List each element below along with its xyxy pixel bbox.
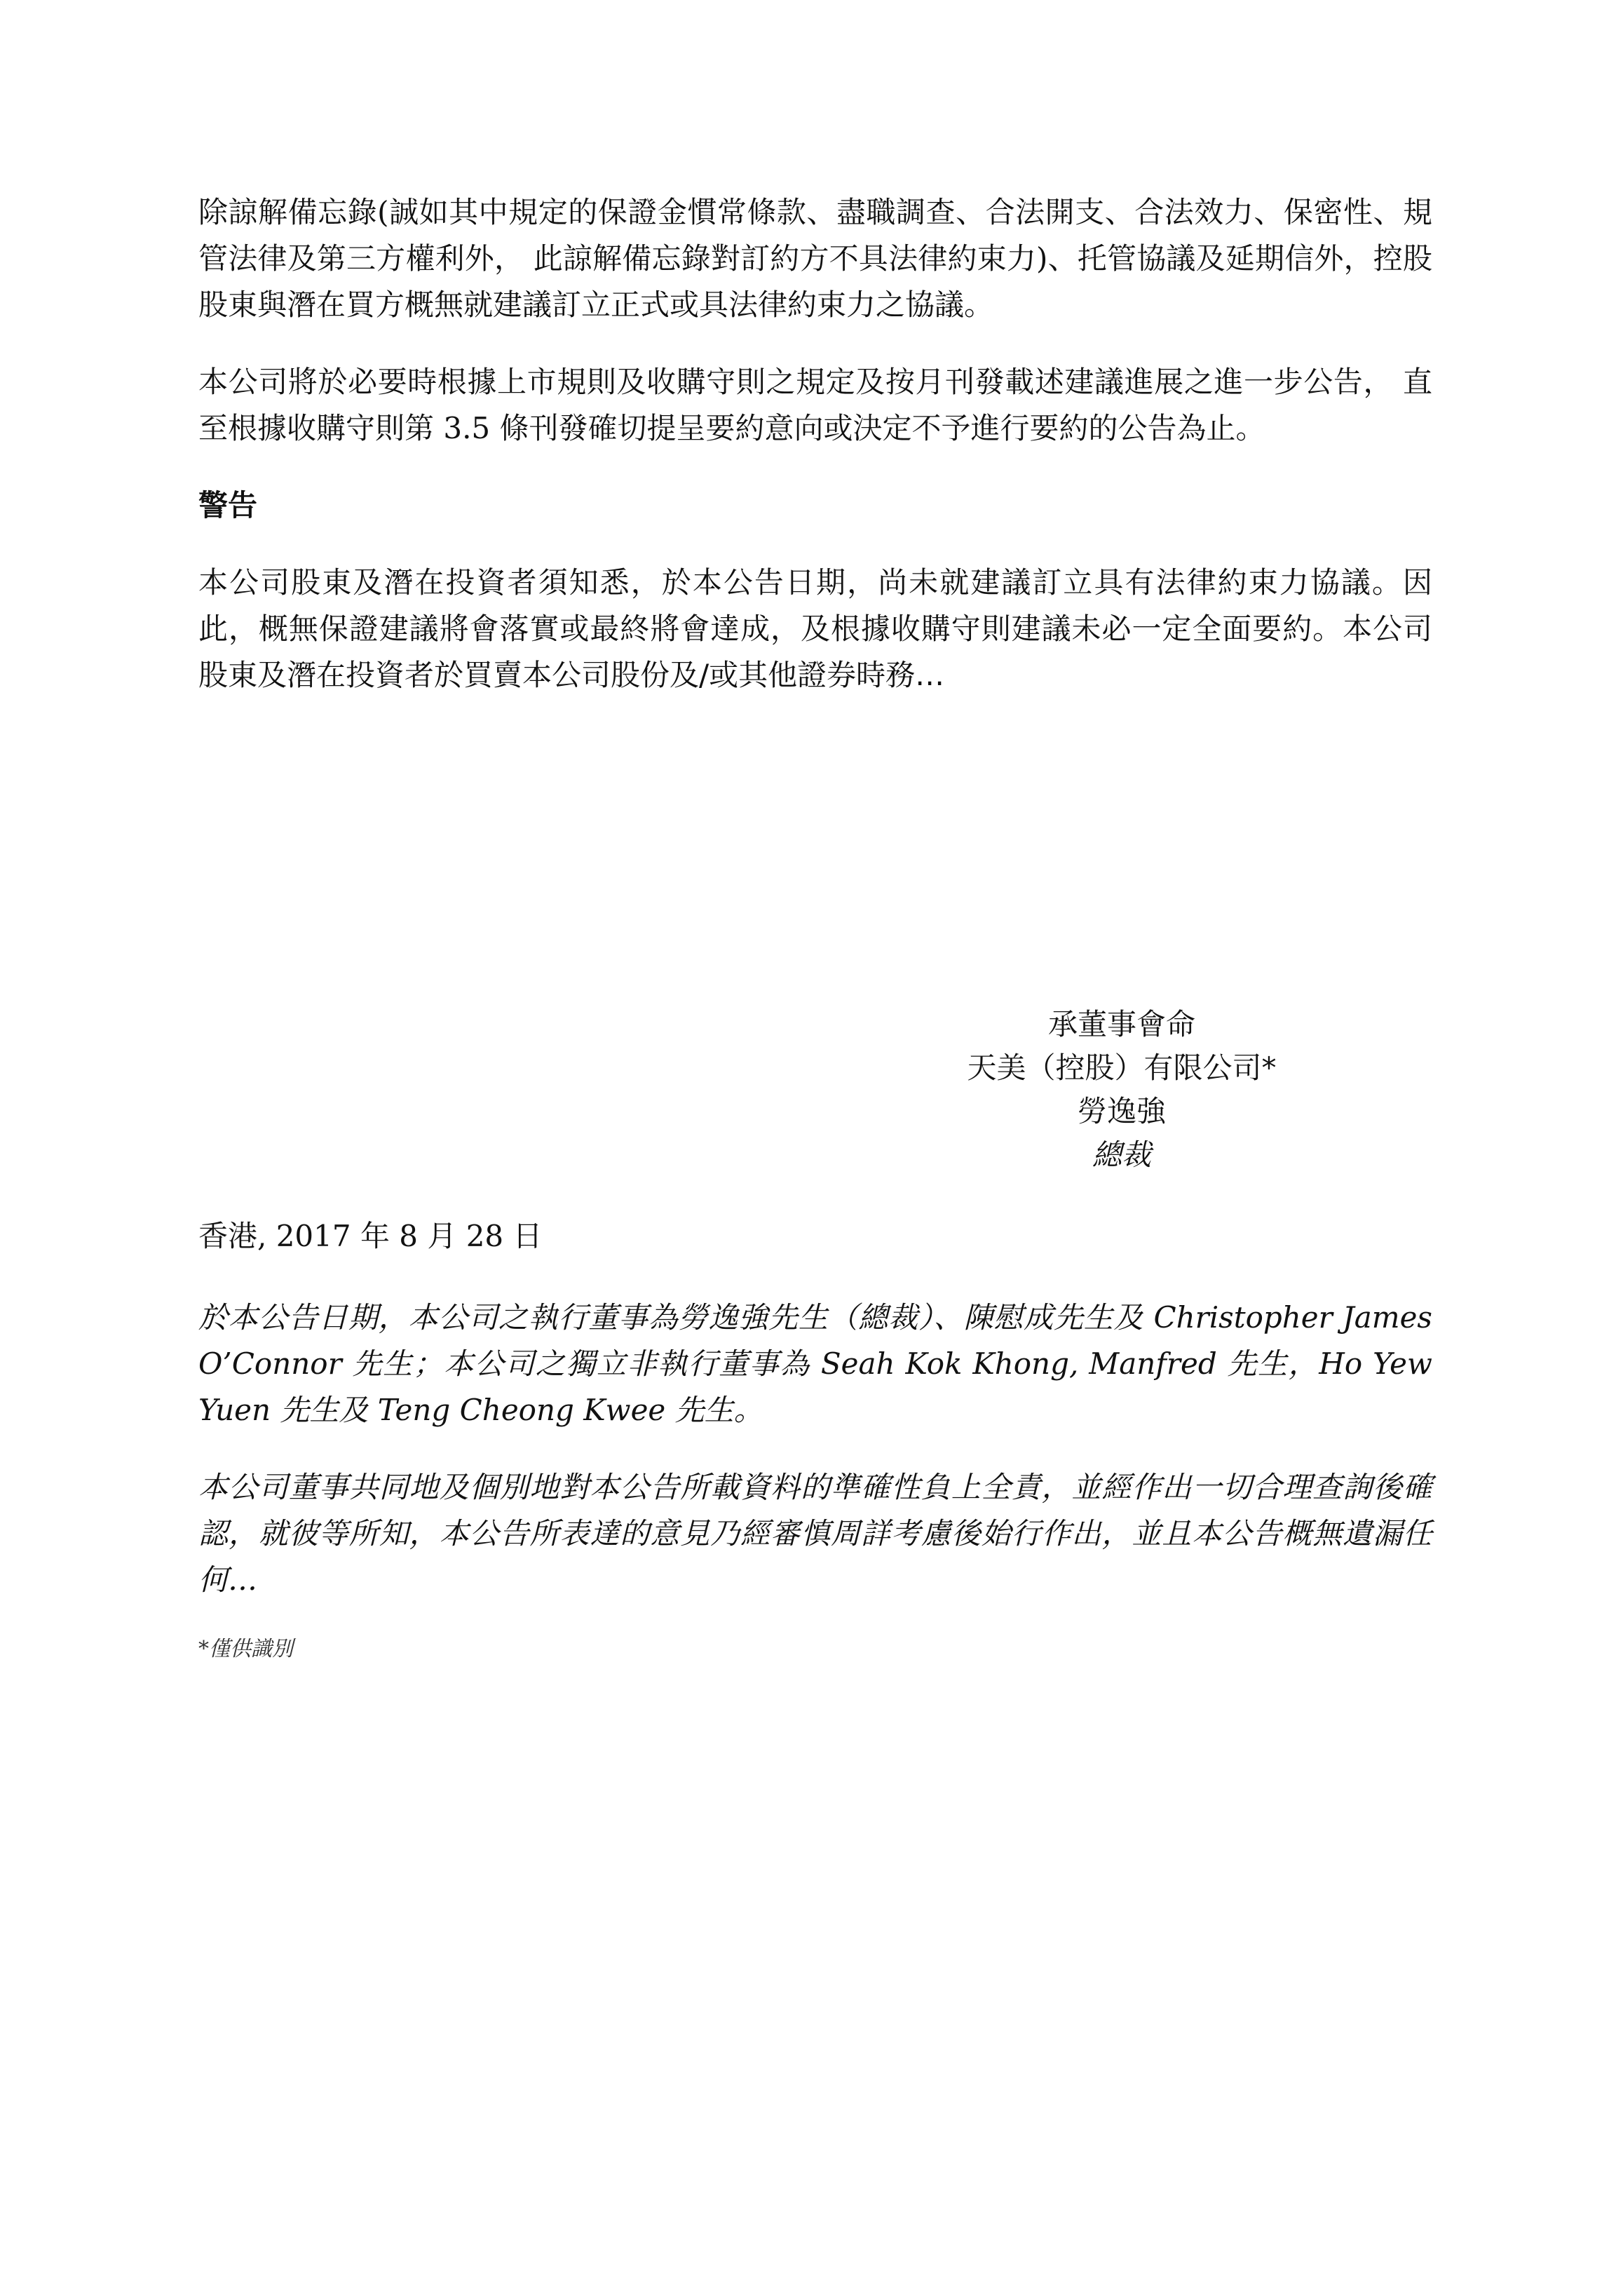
date-line: 香港, 2017 年 8 月 28 日 <box>198 1219 543 1253</box>
signatory-title: 總裁 <box>1092 1137 1151 1172</box>
identification-footnote: *僅供識別 <box>198 1637 293 1661</box>
signature-block <box>911 1003 1332 1177</box>
main-content <box>198 189 1432 698</box>
mou-paragraph: 除諒解備忘錄(誠如其中規定的保證金慣常條款、盡職調查、合法開支、合法效力、保密性、規管法律及第三方權利外， 此諒解備忘錄對訂約方不具法律約束力)、托管協議及延期信外，控股股東與潛在買方概無就建議訂立正式或具法律約束力之協議。 <box>198 195 1432 322</box>
warning-heading: 警告 <box>198 488 258 522</box>
signatory-name: 勞逸強 <box>1077 1094 1166 1128</box>
disclaimer-paragraph: 本公司董事共同地及個別地對本公告所載資料的準確性負上全責，並經作出一切合理查詢後確認，就彼等所知，本公告所表達的意見乃經審慎周詳考慮後始行作出，並且本公告概無遺漏任何… <box>198 1470 1432 1597</box>
lower-content <box>198 1213 1432 1665</box>
company-name: 天美（控股）有限公司* <box>967 1051 1277 1085</box>
warning-paragraph: 本公司股東及潛在投資者須知悉，於本公告日期，尚未就建議訂立具有法律約束力協議。因此，概無保證建議將會落實或最終將會達成，及根據收購守則建議未必一定全面要約。本公司股東及潛在投資者於買賣本公司股份及/或其他證券時務… <box>198 565 1432 692</box>
directors-paragraph: 於本公告日期，本公司之執行董事為勞逸強先生（總裁）、陳慰成先生及 Christopher James O’Connor 先生；本公司之獨立非執行董事為 Seah Kok Khong, Manfred 先生，Ho Yew Yuen 先生及 Teng Cheong Kwee 先生。 <box>198 1300 1432 1427</box>
by-order-of-board: 承董事會命 <box>1047 1007 1195 1041</box>
further-announcement-paragraph: 本公司將於必要時根據上市規則及收購守則之規定及按月刊發載述建議進展之進一步公告， 直至根據收購守則第 3.5 條刊發確切提呈要約意向或決定不予進行要約的公告為止。 <box>198 365 1432 445</box>
